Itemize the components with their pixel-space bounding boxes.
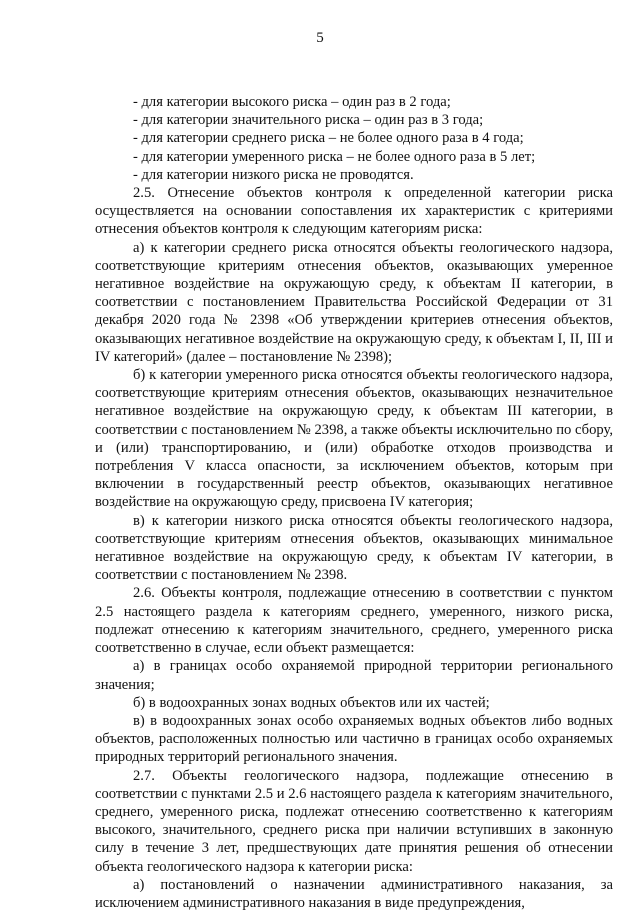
list-item: - для категории значительного риска – один раз в 3 года; xyxy=(133,112,484,129)
paragraph-2-6-b: б) в водоохранных зонах водных объектов или их частей; xyxy=(133,694,490,711)
page-number: 5 xyxy=(316,30,324,46)
list-item: - для категории высокого риска – один раз в 2 года; xyxy=(133,94,451,110)
paragraph-2-6: 2.6. Объекты контроля, подлежащие отнесению в соответствии с пунктом 2.5 настоящего раздела к категориям среднего, умеренного, низкого риска, подлежат отнесению к категориям значительного, среднего, умеренного риска соответственно в случае, если объект размещается: xyxy=(95,585,613,657)
paragraph-2-7-a: а) постановлений о назначении административного наказания, за исключением административного наказания в виде предупреждения, xyxy=(95,876,613,911)
inspection-frequency-list xyxy=(95,93,613,184)
paragraph-2-6-v: в) в водоохранных зонах особо охраняемых водных объектов либо водных объектов, расположенных полностью или частично в границах особо охраняемых природных территорий регионального значения. xyxy=(95,712,613,766)
paragraph-2-5-a: а) к категории среднего риска относятся объекты геологического надзора, соответствующие критериям отнесения объектов, оказывающих умеренное негативное воздействие на окружающую среду, к объектам II категории, в соответствии с постановлением Правительства Российской Федерации от 31 декабря 2020 года № 2398 «Об утверждении критериев отнесения объектов, оказывающих негативное воздействие на окружающую среду, к объектам I, II, III и IV категорий» (далее – постановление № 2398); xyxy=(95,239,613,365)
paragraph-2-7: 2.7. Объекты геологического надзора, подлежащие отнесению в соответствии с пунктами 2.5 и 2.6 настоящего раздела к категориям значительного, среднего, умеренного риска, подлежат отнесению соответственно к категориям высокого, значительного, среднего риска при наличии вступивших в законную силу в течение 3 лет, предшествующих дате принятия решения об отнесении объекта геологического надзора к категории риска: xyxy=(95,767,613,875)
list-item: - для категории умеренного риска – не более одного раза в 5 лет; xyxy=(133,148,536,165)
list-item: - для категории низкого риска не проводятся. xyxy=(133,166,414,183)
paragraph-2-5: 2.5. Отнесение объектов контроля к определенной категории риска осуществляется на основании сопоставления их характеристик с критериями отнесения объектов контроля к следующим категориям риска: xyxy=(95,185,613,238)
document-body xyxy=(95,93,613,912)
paragraph-2-5-b: б) к категории умеренного риска относятся объекты геологического надзора, соответствующие критериям отнесения объектов, оказывающих незначительное негативное воздействие на окружающую среду, к объектам III категории, в соответствии с постановлением № 2398, а также объекты исключительно по сбору, и (или) транспортированию, и (или) обработке отходов производства и потребления V класса опасности, за исключением объектов, которым при включении в государственный реестр объектов, оказывающих негативное воздействие на окружающую среду, присвоена IV категория; xyxy=(95,367,613,511)
paragraph-2-6-a: а) в границах особо охраняемой природной территории регионального значения; xyxy=(95,658,613,693)
list-item: - для категории среднего риска – не более одного раза в 4 года; xyxy=(133,130,524,147)
paragraph-2-5-v: в) к категории низкого риска относятся объекты геологического надзора, соответствующие критериям отнесения объектов, оказывающих минимальное негативное воздействие на окружающую среду, к объектам IV категории, в соответствии с постановлением № 2398. xyxy=(95,512,613,584)
